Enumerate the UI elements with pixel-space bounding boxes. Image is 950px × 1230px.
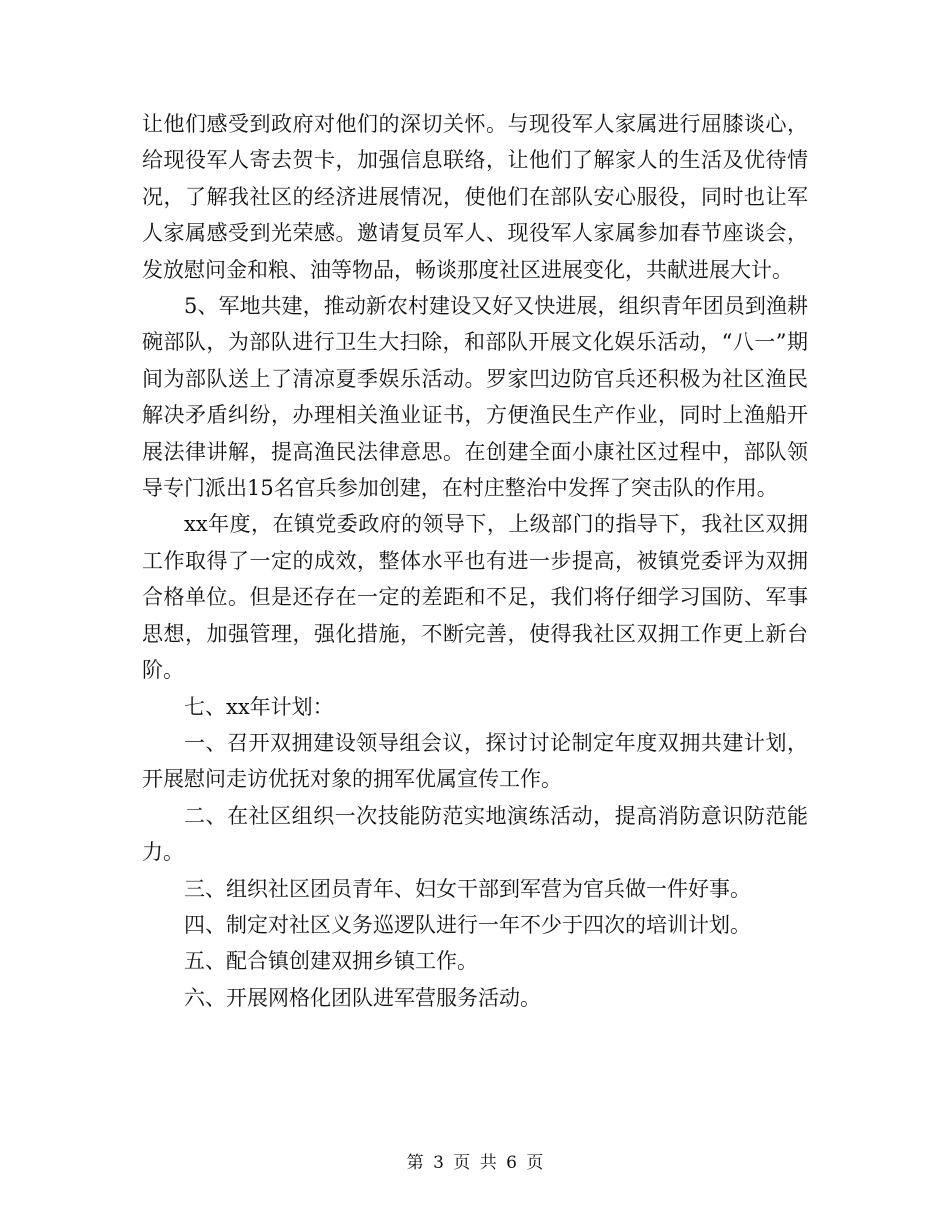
paragraph-military-cooperation: 5、军地共建，推动新农村建设又好又快进展，组织青年团员到渔耕碗部队，为部队进行卫生大扫除，和部队开展文化娱乐活动，“八一”期间为部队送上了清凉夏季娱乐活动。罗家凹边防官兵还积极为社区渔民解决矛盾纠纷，办理相关渔业证书，方便渔民生产作业，同时上渔船开展法律讲解，提高渔民法律意思。在创建全面小康社区过程中，部队领导专门派出15名官兵参加创建，在村庄整治中发挥了突击队的作用。 (142, 294, 808, 501)
document-body (142, 106, 808, 1016)
page-number-footer: 第 3 页 共 6 页 (406, 1153, 544, 1173)
plan-item-6: 六、开展网格化团队进军营服务活动。 (184, 985, 541, 1010)
section-heading-plan: 七、xx年计划： (184, 694, 334, 719)
plan-item-3: 三、组织社区团员青年、妇女干部到军营为官兵做一件好事。 (184, 876, 751, 901)
plan-item-1: 一、召开双拥建设领导组会议，探讨讨论制定年度双拥共建计划，开展慰问走访优抚对象的拥军优属宣传工作。 (142, 730, 808, 792)
paragraph-continuation: 让他们感受到政府对他们的深切关怀。与现役军人家属进行屈膝谈心，给现役军人寄去贺卡，加强信息联络，让他们了解家人的生活及优待情况，了解我社区的经济进展情况，使他们在部队安心服役，同时也让军人家属感受到光荣感。邀请复员军人、现役军人家属参加春节座谈会，发放慰问金和粮、油等物品，畅谈那度社区进展变化，共献进展大计。 (142, 112, 808, 282)
plan-item-2: 二、在社区组织一次技能防范实地演练活动，提高消防意识防范能力。 (142, 803, 808, 865)
paragraph-annual-summary: xx年度，在镇党委政府的领导下，上级部门的指导下，我社区双拥工作取得了一定的成效，整体水平也有进一步提高，被镇党委评为双拥合格单位。但是还存在一定的差距和不足，我们将仔细学习国防、军事思想，加强管理，强化措施，不断完善，使得我社区双拥工作更上新台阶。 (142, 512, 808, 683)
plan-item-4: 四、制定对社区义务巡逻队进行一年不少于四次的培训计划。 (184, 912, 751, 937)
plan-item-5: 五、配合镇创建双拥乡镇工作。 (184, 949, 478, 974)
